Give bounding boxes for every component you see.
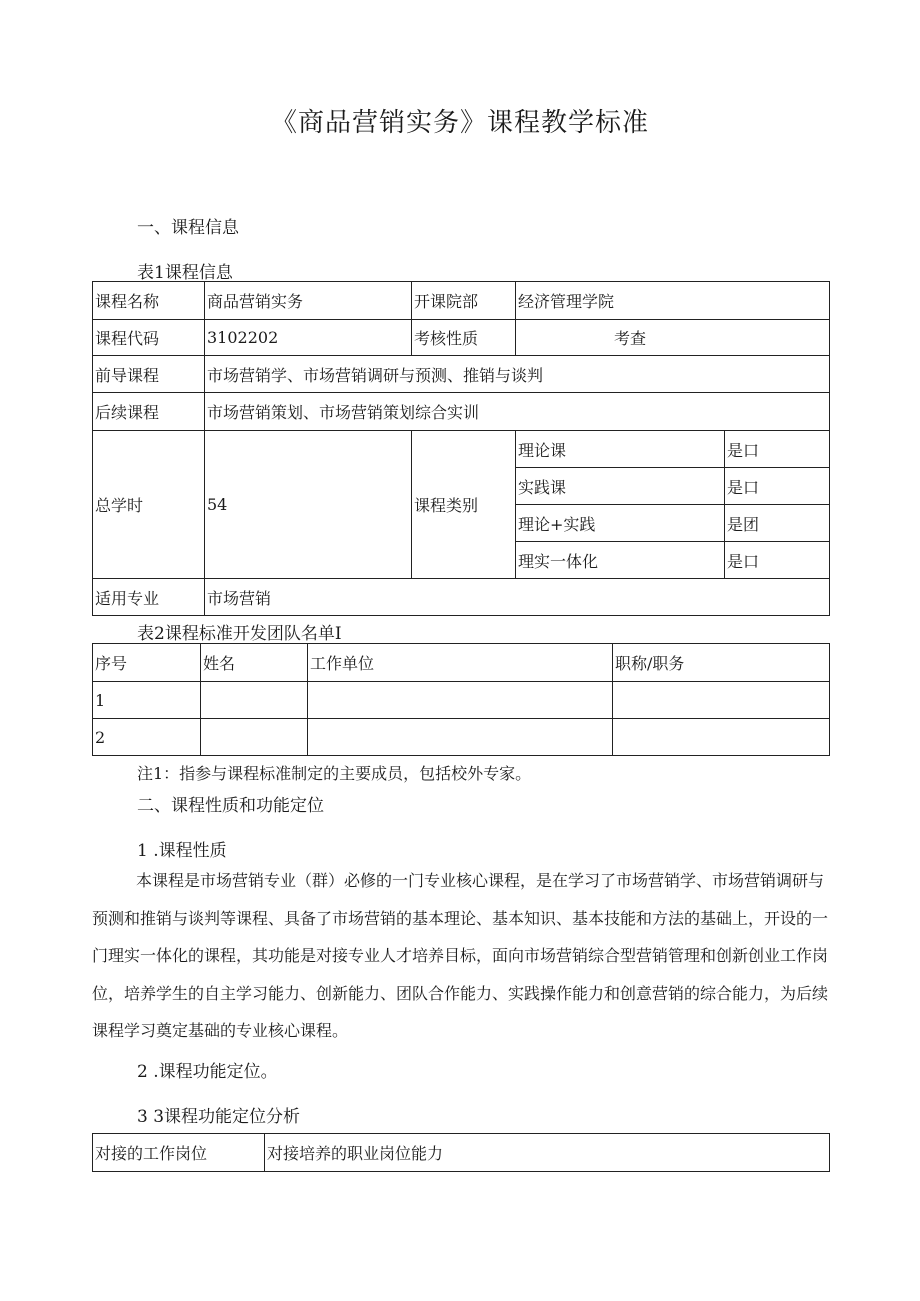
team-cell bbox=[308, 719, 613, 756]
category-mark: 是口 bbox=[725, 468, 830, 505]
course-nature-paragraph: 本课程是市场营销专业（群）必修的一门专业核心课程，是在学习了市场营销学、市场营销调研与预测和推销与谈判等课程、具备了市场营销的基本理论、基本知识、基本技能和方法的基础上，开设的一门理实一体化的课程，其功能是对接专业人才培养目标，面向市场营销综合型营销管理和创新创业工作岗位，培养学生的自主学习能力、创新能力、团队合作能力、实践操作能力和创意营销的综合能力，为后续课程学习奠定基础的专业核心课程。 bbox=[92, 871, 829, 1040]
prereq-label: 前导课程 bbox=[93, 356, 205, 393]
hours-value: 54 bbox=[205, 431, 412, 579]
team-cell bbox=[201, 719, 308, 756]
page-title: 《商品营销实务》课程教学标准 bbox=[270, 108, 649, 138]
team-cell: 2 bbox=[93, 719, 201, 756]
category-mark: 是团 bbox=[725, 505, 830, 542]
course-code-label: 课程代码 bbox=[93, 320, 205, 356]
section-heading-course-info: 一、课程信息 bbox=[137, 218, 239, 238]
category-name: 理论课 bbox=[516, 431, 725, 468]
hours-label: 总学时 bbox=[93, 431, 205, 579]
course-name-label: 课程名称 bbox=[93, 282, 205, 320]
section-heading-nature: 二、课程性质和功能定位 bbox=[137, 796, 324, 816]
department-label: 开课院部 bbox=[412, 282, 516, 320]
subheading-function: 2 .课程功能定位。 bbox=[137, 1062, 278, 1082]
function-header-position: 对接的工作岗位 bbox=[93, 1134, 265, 1172]
function-table bbox=[92, 1133, 830, 1172]
table-row bbox=[93, 719, 830, 756]
category-mark: 是口 bbox=[725, 542, 830, 579]
table2-caption: 表2课程标准开发团队名单I bbox=[137, 624, 342, 644]
team-cell bbox=[308, 682, 613, 719]
team-cell bbox=[613, 682, 830, 719]
prereq-value: 市场营销学、市场营销调研与预测、推销与谈判 bbox=[205, 356, 830, 393]
team-cell bbox=[613, 719, 830, 756]
course-info-table bbox=[92, 281, 830, 616]
category-mark: 是口 bbox=[725, 431, 830, 468]
category-name: 理论+实践 bbox=[516, 505, 725, 542]
function-header-ability: 对接培养的职业岗位能力 bbox=[265, 1134, 830, 1172]
department-value: 经济管理学院 bbox=[516, 282, 830, 320]
table1-caption: 表1课程信息 bbox=[137, 263, 233, 283]
team-header-org: 工作单位 bbox=[308, 644, 613, 682]
subheading-course-nature: 1 .课程性质 bbox=[137, 841, 227, 861]
team-header-name: 姓名 bbox=[201, 644, 308, 682]
team-table bbox=[92, 643, 830, 756]
course-name-value: 商品营销实务 bbox=[205, 282, 412, 320]
team-header-no: 序号 bbox=[93, 644, 201, 682]
table-row bbox=[93, 682, 830, 719]
major-label: 适用专业 bbox=[93, 579, 205, 616]
assessment-label: 考核性质 bbox=[412, 320, 516, 356]
major-value: 市场营销 bbox=[205, 579, 830, 616]
followup-value: 市场营销策划、市场营销策划综合实训 bbox=[205, 393, 830, 431]
subheading-function-analysis: 3 3课程功能定位分析 bbox=[137, 1107, 301, 1127]
team-cell: 1 bbox=[93, 682, 201, 719]
course-code-value: 3102202 bbox=[205, 320, 412, 356]
team-note: 注1：指参与课程标准制定的主要成员，包括校外专家。 bbox=[137, 764, 532, 783]
followup-label: 后续课程 bbox=[93, 393, 205, 431]
assessment-value: 考查 bbox=[516, 320, 830, 356]
category-name: 实践课 bbox=[516, 468, 725, 505]
team-cell bbox=[201, 682, 308, 719]
team-header-title: 职称/职务 bbox=[613, 644, 830, 682]
category-label: 课程类别 bbox=[412, 431, 516, 579]
category-name: 理实一体化 bbox=[516, 542, 725, 579]
